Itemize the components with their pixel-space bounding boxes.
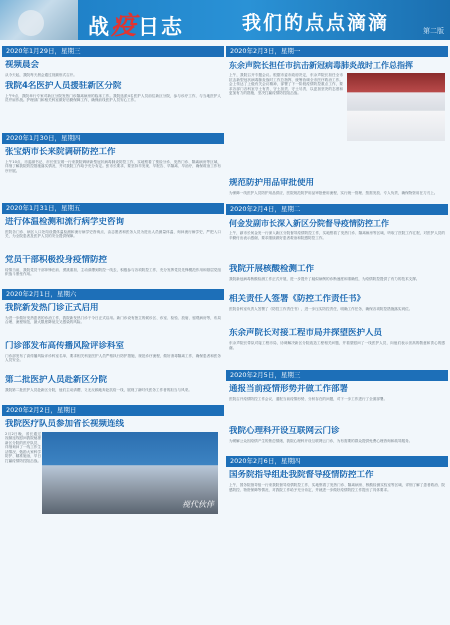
article-heading: 我院开展核酸检测工作 — [229, 264, 315, 274]
date-bar: 2020年2月3日，星期一 — [226, 46, 448, 57]
right-column — [226, 44, 448, 622]
date-bar: 2020年2月5日，星期三 — [226, 370, 448, 381]
article-text: 上午10点，市委副书记、市长张宝炳一行来我院调研新型冠状病毒肺炎防控工作，实地察看了预检分诊、发热门诊、隔离病房等区域，详细了解我院防控措施落实情况，并对我院工作给予充分肯定。张市长要求，要坚持早发现、早报告、早隔离、早治疗，确保救治工作有序开展。 — [5, 159, 221, 173]
article-heading: 视频晨会 — [5, 60, 40, 70]
date-bar: 2020年2月1日，星期六 — [2, 289, 224, 300]
article-heading: 何金发副市长深入新区分院督导疫情防控工作 — [229, 219, 389, 228]
article-heading: 相关责任人签署《防控工作责任书》 — [229, 294, 366, 304]
article-heading: 我院医疗队员参加省长视频连线 — [5, 418, 125, 429]
article-text: 门诊部发布了高传播风险评诊科室名单，要求相关科室医护人员严格执行防护措施，规范诊疗流程，做好消毒隔离工作，确保患者和医务人员安全。 — [5, 353, 221, 362]
article-heading: 门诊部发布高传播风险评诊科室 — [5, 340, 125, 351]
masthead-slogan: 我们的点点滴滴 — [242, 12, 390, 34]
article-heading: 张宝炳市长来院调研防控工作 — [5, 146, 116, 157]
date-bar: 2020年1月29日，星期三 — [2, 46, 224, 57]
article-text: 2月2日晚，省长通过视频连线慰问我院驰援新区分院的医疗队员，详细询问了一线工作生活情况，勉励大家科学防护、精准施治，早日打赢疫情防控阻击战。 — [5, 431, 41, 463]
photo-caption: 视代伙伴 — [182, 499, 214, 509]
masthead-title: 战疫日志 — [88, 11, 185, 40]
article-heading: 进行体温检测和流行病学史咨询 — [5, 216, 125, 227]
date-bar: 2020年2月4日，星期二 — [226, 204, 448, 215]
article-text: 为缓解公众因疫情产生的焦虑情绪，我院心理科开设互联网云门诊，为有需要的群众提供免费心理咨询和疏导服务。 — [229, 439, 413, 443]
article-text: 上午，国务院指导组一行来我院督导疫情防控工作，实地察看了发热门诊、隔离病房、核酸检测实验室等区域，详细了解了患者救治、院感防控、物资保障等情况，对我院工作给予充分肯定，并就进一步做好疫情防控工作提出了具体要求。 — [229, 483, 445, 492]
article-heading: 我院新发热门诊正式启用 — [5, 302, 99, 313]
article-heading: 东余声院长对接工程市局并探望医护人员 — [229, 328, 383, 338]
article-text: 为保障一线医护人员防护用品供应，医院规范防护用品审批使用流程，实行统一管理、按需发放、专人负责，确保物资用在刀刃上。 — [229, 191, 438, 195]
article-text: 上午，副市长何金发一行深入新区分院督导疫情防控工作，实地察看了发热门诊、隔离病房等区域，听取了医院工作汇报，对医护人员的辛勤付出表示感谢，要求继续做好患者救治和院感防控工作。 — [229, 231, 445, 240]
article-text: 为进一步做好发热患者的诊治工作，我院新发热门诊于今日正式启用。新门诊设有独立的候诊区、诊室、检验、放射、留观病房等，布局合理、流程规范，最大限度降低交叉感染的风险。 — [5, 315, 221, 324]
article-heading: 通报当前疫情形势并做工作部署 — [229, 384, 349, 394]
article-heading: 国务院指导组赴我院督导疫情防控工作 — [229, 470, 374, 480]
article-heading: 规范防护用品审批使用 — [229, 178, 315, 188]
article-text: 疫情当前，我院党员干部冲锋在前、勇挑重担，主动请缨到防控一线去，积极参与各项防控工作，充分发挥党员先锋模范作用和基层党组织战斗堡垒作用。 — [5, 267, 221, 276]
article-text: 医院召开疫情防控工作会议，通报当前疫情形势，分析存在的问题，对下一步工作进行了全面部署。 — [229, 397, 388, 401]
article-text: 医院各门诊、病区入口处均设置体温检测和流行病学史咨询点，由志愿者和医务人员为进出人员测量体温、询问流行病学史，严把入口关，为全院患者及医护人员的安全提供保障。 — [5, 229, 221, 238]
article-text: 上午，我院召开专题会议。根据市委市政府决定，东余声院长担任全市抗击新型冠状病毒肺炎战时工作总指挥，统筹协调全市医疗救治工作。会上传达了上级有关会议精神，部署了下一阶段疫情防控重点工作，要求各部门各科室守土有责、守土担责、守土尽责，以更加坚决的态度和更加有力的措施，坚决打赢疫情防控阻击战。 — [229, 73, 343, 95]
date-bar: 2020年1月31日，星期五 — [2, 203, 224, 214]
article-text: 上午9点，我院举行专家对新区分院发热门诊隔离病房的临床工作。我院选派4名医护人员前往新区分院，参与诊疗工作，与当地医护人员并肩作战。护理部门和相关科室做好后勤保障工作，确保前线医护人员安心工作。 — [5, 93, 221, 102]
issue-label: 第二版 — [423, 27, 444, 35]
left-column — [2, 44, 224, 622]
date-bar: 2020年2月6日，星期四 — [226, 456, 448, 467]
article-heading: 党员干部积极投身疫情防控 — [5, 254, 108, 265]
meeting-photo — [347, 73, 445, 141]
article-text: 我院第二批医护人员赴新区分院，他们主动请缨，义无反顾地奔赴抗疫一线，展现了新时代医务工作者的担当与风采。 — [5, 387, 192, 392]
article-heading: 我院4名医护人员援驻新区分院 — [5, 80, 122, 91]
article-heading: 我院心理科开设互联网云门诊 — [229, 426, 340, 436]
masthead — [0, 0, 450, 40]
article-text: 从今天起，我院每天晨会通过视频形式召开。 — [5, 73, 77, 77]
article-text: 医院各科室负责人签署了《防控工作责任书》，进一步压实防控责任，明确工作任务，确保各项防控措施落实到位。 — [229, 307, 413, 311]
date-bar: 2020年2月2日，星期日 — [2, 405, 224, 416]
masthead-photo — [0, 0, 78, 40]
article-heading: 第二批医护人员赴新区分院 — [5, 374, 108, 385]
article-text: 我院新冠病毒核酸检测工作正式开展，进一步提升了疑似病例的诊断速度和准确性，为疫情防控提供了有力的技术支撑。 — [229, 277, 420, 281]
video-conference-photo — [42, 432, 218, 514]
article-heading: 东余声院长担任市抗击新冠病毒肺炎战时工作总指挥 — [229, 61, 413, 70]
date-bar: 2020年1月30日，星期四 — [2, 133, 224, 144]
article-text: 东余声院长带队对接工程市局，协调解决新区分院改造工程相关问题，并看望慰问了一线医护人员，向他们表示崇高的敬意和衷心的感谢。 — [229, 341, 445, 350]
